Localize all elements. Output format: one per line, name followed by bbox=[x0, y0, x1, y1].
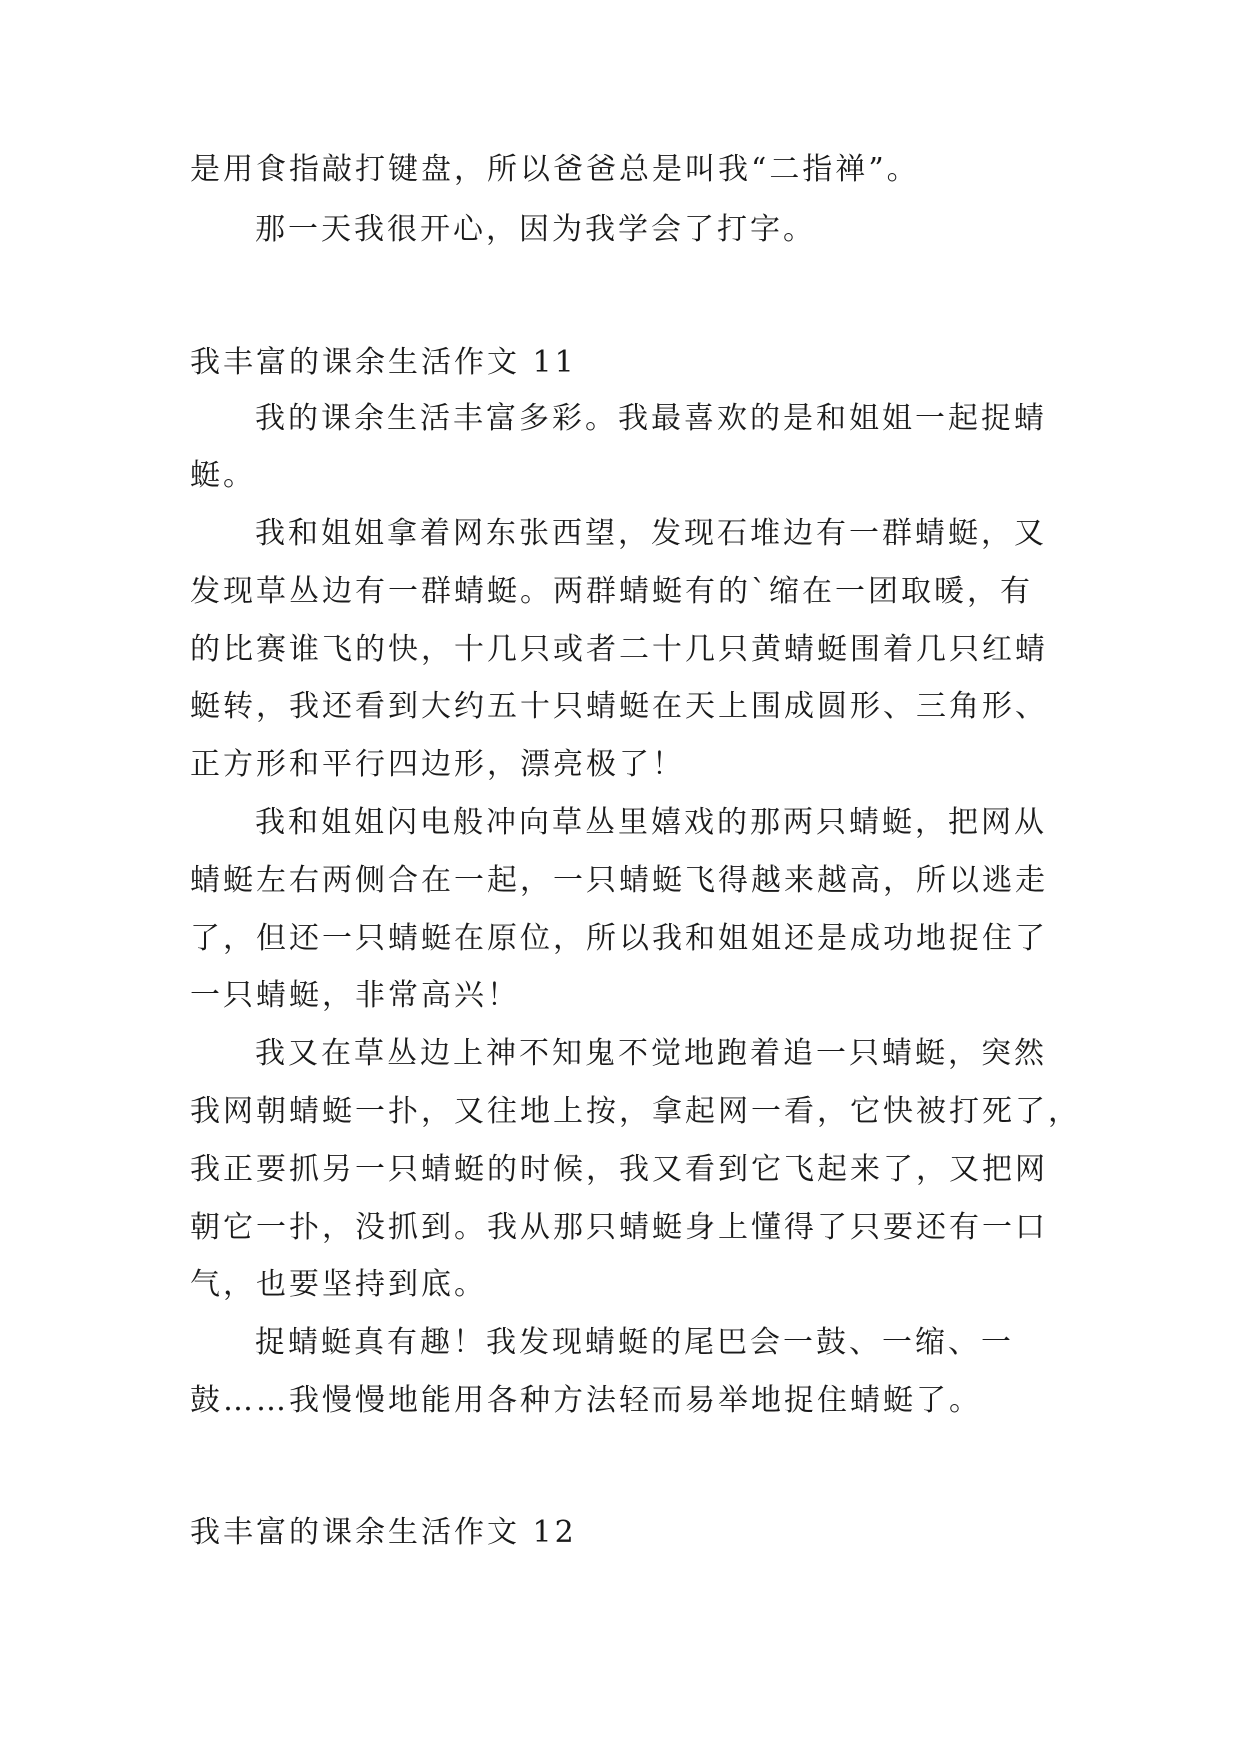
paragraph-line: 了，但还一只蜻蜓在原位，所以我和姐姐还是成功地捉住了 bbox=[190, 921, 1048, 956]
paragraph-line: 是用食指敲打键盘，所以爸爸总是叫我“二指禅”。 bbox=[190, 152, 920, 187]
paragraph-line: 我和姐姐拿着网东张西望，发现石堆边有一群蜻蜓，又 bbox=[255, 516, 1047, 551]
section-heading: 我丰富的课余生活作文 12 bbox=[190, 1515, 577, 1550]
paragraph-line: 我和姐姐闪电般冲向草丛里嬉戏的那两只蜻蜓，把网从 bbox=[255, 805, 1047, 840]
paragraph-line: 蜓转，我还看到大约五十只蜻蜓在天上围成圆形、三角形、 bbox=[190, 689, 1048, 724]
paragraph-line: 我网朝蜻蜓一扑，又往地上按，拿起网一看，它快被打死了， bbox=[190, 1094, 1081, 1129]
paragraph-line: 发现草丛边有一群蜻蜓。两群蜻蜓有的`缩在一团取暖，有 bbox=[190, 574, 1033, 609]
paragraph-line: 蜻蜓左右两侧合在一起，一只蜻蜓飞得越来越高，所以逃走 bbox=[190, 863, 1048, 898]
section-heading: 我丰富的课余生活作文 11 bbox=[190, 345, 577, 380]
paragraph-line: 我又在草丛边上神不知鬼不觉地跑着追一只蜻蜓，突然 bbox=[255, 1036, 1047, 1071]
paragraph-line: 蜓。 bbox=[190, 458, 256, 493]
paragraph-line: 气，也要坚持到底。 bbox=[190, 1267, 487, 1302]
paragraph-line: 朝它一扑，没抓到。我从那只蜻蜓身上懂得了只要还有一口 bbox=[190, 1210, 1048, 1245]
paragraph-line: 那一天我很开心，因为我学会了打字。 bbox=[255, 212, 816, 247]
paragraph-line: 我正要抓另一只蜻蜓的时候，我又看到它飞起来了，又把网 bbox=[190, 1152, 1048, 1187]
paragraph-line: 一只蜻蜓，非常高兴！ bbox=[190, 978, 520, 1013]
paragraph-line: 鼓……我慢慢地能用各种方法轻而易举地捉住蜻蜓了。 bbox=[190, 1383, 982, 1418]
paragraph-line: 我的课余生活丰富多彩。我最喜欢的是和姐姐一起捉蜻 bbox=[255, 401, 1047, 436]
paragraph-line: 捉蜻蜓真有趣！我发现蜻蜓的尾巴会一鼓、一缩、一 bbox=[255, 1325, 1014, 1360]
paragraph-line: 的比赛谁飞的快，十几只或者二十几只黄蜻蜓围着几只红蜻 bbox=[190, 632, 1048, 667]
paragraph-line: 正方形和平行四边形，漂亮极了！ bbox=[190, 747, 685, 782]
